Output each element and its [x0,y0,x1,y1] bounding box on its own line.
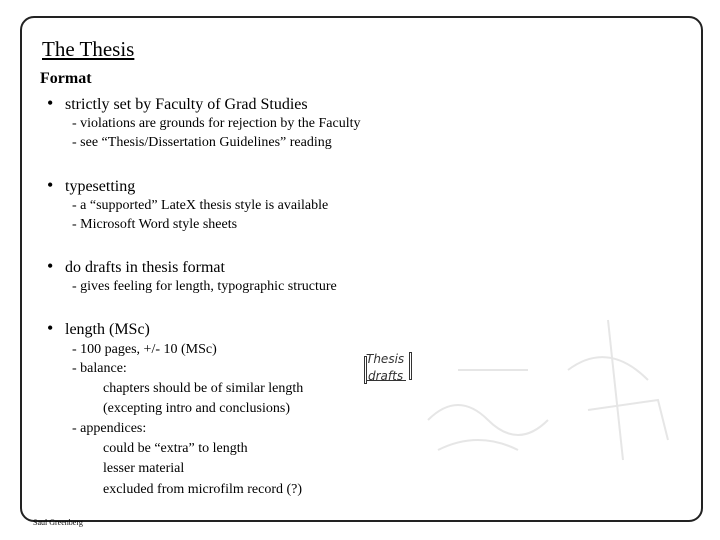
bullet-dot-icon: • [47,93,54,113]
sketch-bracket-right [409,352,412,380]
bullet-dot-icon: • [47,318,54,338]
continuation-line: (excepting intro and conclusions) [103,401,291,416]
author-credit: Saul Greenberg [33,518,83,527]
bullet-dot-icon: • [47,175,54,195]
continuation-line: chapters should be of similar length [103,381,304,396]
sub-item: - see “Thesis/Dissertation Guidelines” reading [72,135,332,150]
slide-title: The Thesis [42,37,135,61]
bullet-drafts: • do drafts in thesis format [47,256,225,276]
sub-item: - gives feeling for length, typographic structure [72,279,337,294]
sub-item: - 100 pages, +/- 10 (MSc) [72,342,217,357]
sub-item: - Microsoft Word style sheets [72,217,238,232]
sketch-label-drafts: drafts [368,369,404,383]
bullet-typesetting: • typesetting [47,175,136,195]
continuation-line: could be “extra” to length [103,441,248,456]
section-heading: Format [40,70,92,87]
sub-item: - violations are grounds for rejection by the Faculty [72,116,361,131]
bullet-length: • length (MSc) [47,318,150,338]
faint-background-sketch [418,310,688,480]
sub-item: - a “supported” LateX thesis style is available [72,198,329,213]
bullet-dot-icon: • [47,256,54,276]
continuation-line: excluded from microfilm record (?) [103,482,303,497]
bullet-grad-studies: • strictly set by Faculty of Grad Studies [47,93,308,113]
sketch-label-thesis: Thesis [366,352,405,366]
sub-item: - appendices: [72,421,147,436]
continuation-line: lesser material [103,461,185,476]
sub-item: - balance: [72,361,127,376]
